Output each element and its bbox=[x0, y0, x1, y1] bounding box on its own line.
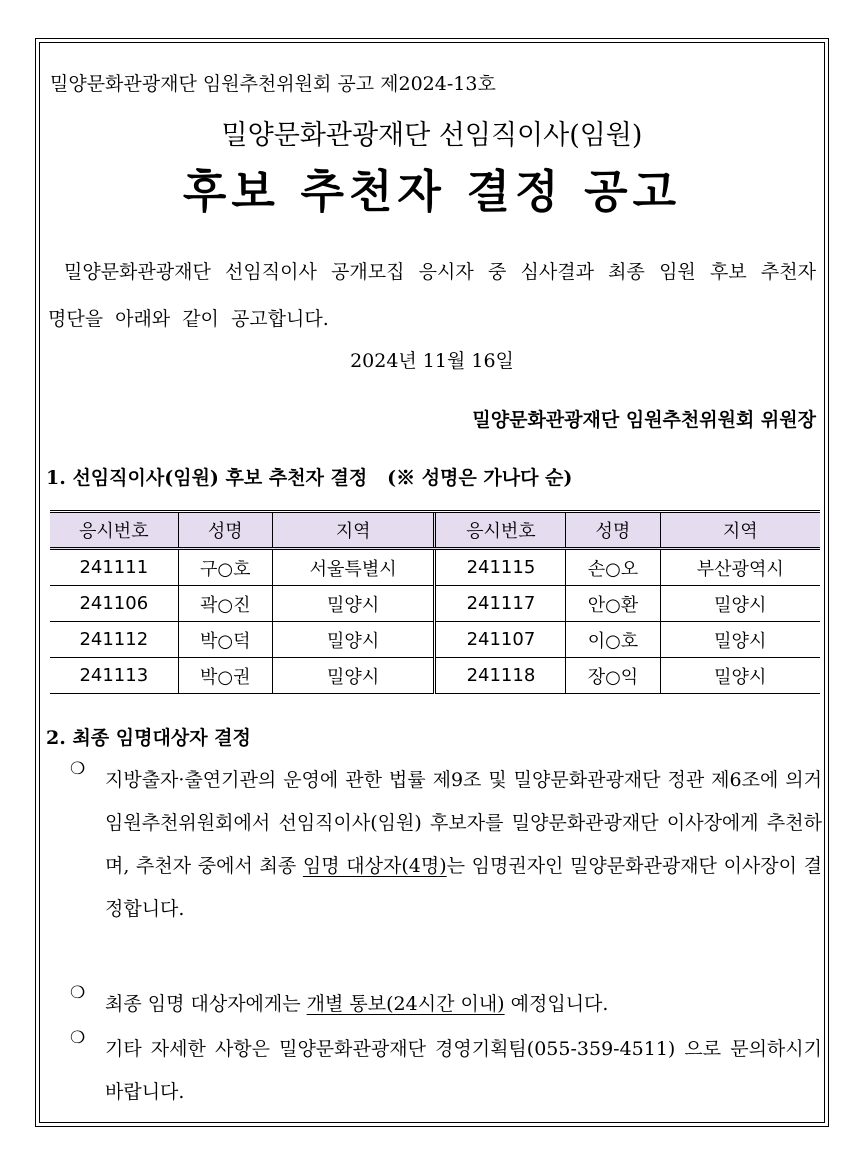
col-header-name: 성명 bbox=[178, 512, 272, 549]
cell-region: 밀양시 bbox=[272, 586, 435, 622]
section1-heading bbox=[46, 463, 572, 490]
col-header-region: 지역 bbox=[660, 512, 820, 549]
bullet-circle-icon: ❍ bbox=[70, 759, 86, 779]
bullet-item bbox=[70, 1028, 822, 1114]
table-row bbox=[50, 622, 820, 658]
document-inner-border bbox=[39, 42, 825, 1123]
cell-region: 밀양시 bbox=[272, 658, 435, 694]
cell-name: 이○호 bbox=[566, 622, 660, 658]
bullet-text bbox=[105, 983, 822, 1026]
cell-exam-number: 241117 bbox=[435, 586, 566, 622]
col-header-name: 성명 bbox=[566, 512, 660, 549]
cell-exam-number: 241113 bbox=[50, 658, 178, 694]
cell-exam-number: 241115 bbox=[435, 549, 566, 586]
candidate-table bbox=[50, 510, 820, 694]
table-header-row bbox=[50, 512, 820, 549]
cell-region: 서울특별시 bbox=[272, 549, 435, 586]
table-row bbox=[50, 586, 820, 622]
col-header-exam-number: 응시번호 bbox=[50, 512, 178, 549]
cell-exam-number: 241111 bbox=[50, 549, 178, 586]
section1-title: 1. 선임직이사(임원) 후보 추천자 결정 bbox=[46, 467, 368, 489]
cell-region: 부산광역시 bbox=[660, 549, 820, 586]
bullet-item bbox=[70, 983, 822, 1026]
issuing-organization: 밀양문화관광재단 임원추천위원회 위원장 bbox=[472, 409, 816, 431]
underlined-text: 임명 대상자(4명) bbox=[302, 855, 447, 877]
bullet-circle-icon: ❍ bbox=[70, 1028, 86, 1048]
cell-region: 밀양시 bbox=[660, 622, 820, 658]
section2-heading: 2. 최종 임명대상자 결정 bbox=[46, 727, 251, 749]
intro-paragraph: 밀양문화관광재단 선임직이사 공개모집 응시자 중 심사결과 최종 임원 후보 추천자 명단을 아래와 같이 공고합니다. bbox=[48, 261, 816, 330]
bullet-text bbox=[105, 759, 822, 931]
bullet-circle-icon: ❍ bbox=[70, 983, 86, 1003]
bullet-text-part: 예정입니다. bbox=[504, 993, 609, 1015]
cell-exam-number: 241107 bbox=[435, 622, 566, 658]
cell-name: 곽○진 bbox=[178, 586, 272, 622]
notice-date: 2024년 11월 16일 bbox=[350, 350, 514, 372]
cell-region: 밀양시 bbox=[272, 622, 435, 658]
notice-title: 후보 추천자 결정 공고 bbox=[182, 165, 682, 218]
cell-name: 구○호 bbox=[178, 549, 272, 586]
document-outer-border bbox=[35, 38, 829, 1127]
bullet-text-part: 는 임명권자인 밀양문화관광재단 이사장이 결정합니다. bbox=[105, 855, 823, 920]
cell-exam-number: 241106 bbox=[50, 586, 178, 622]
cell-region: 밀양시 bbox=[660, 586, 820, 622]
cell-name: 장○익 bbox=[566, 658, 660, 694]
cell-name: 박○권 bbox=[178, 658, 272, 694]
section1-note: (※ 성명은 가나다 순) bbox=[387, 467, 573, 489]
table-row bbox=[50, 549, 820, 586]
table-row bbox=[50, 658, 820, 694]
cell-exam-number: 241118 bbox=[435, 658, 566, 694]
bullet-text: 기타 자세한 사항은 밀양문화관광재단 경영기획팀(055-359-4511) 으로 문의하시기 바랍니다. bbox=[105, 1038, 822, 1103]
underlined-text: 개별 통보(24시간 이내) bbox=[306, 993, 505, 1015]
notice-number: 밀양문화관광재단 임원추천위원회 공고 제2024-13호 bbox=[50, 73, 496, 95]
cell-exam-number: 241112 bbox=[50, 622, 178, 658]
col-header-exam-number: 응시번호 bbox=[435, 512, 566, 549]
bullet-text-part: 지방출자·출연기관의 운영에 관한 법률 제9조 및 밀양문화관광재단 정관 제6조에 의거 임원추천위원회에서 선임직이사(임원) 후보자를 밀양문화관광재단 이사장에게 추천하며, 추천자 중에서 최종 bbox=[105, 769, 822, 877]
col-header-region: 지역 bbox=[272, 512, 435, 549]
cell-name: 박○덕 bbox=[178, 622, 272, 658]
cell-name: 안○환 bbox=[566, 586, 660, 622]
cell-name: 손○오 bbox=[566, 549, 660, 586]
notice-subtitle: 밀양문화관광재단 선임직이사(임원) bbox=[221, 120, 643, 151]
bullet-text-part: 최종 임명 대상자에게는 bbox=[105, 993, 307, 1015]
cell-region: 밀양시 bbox=[660, 658, 820, 694]
bullet-item bbox=[70, 759, 822, 931]
